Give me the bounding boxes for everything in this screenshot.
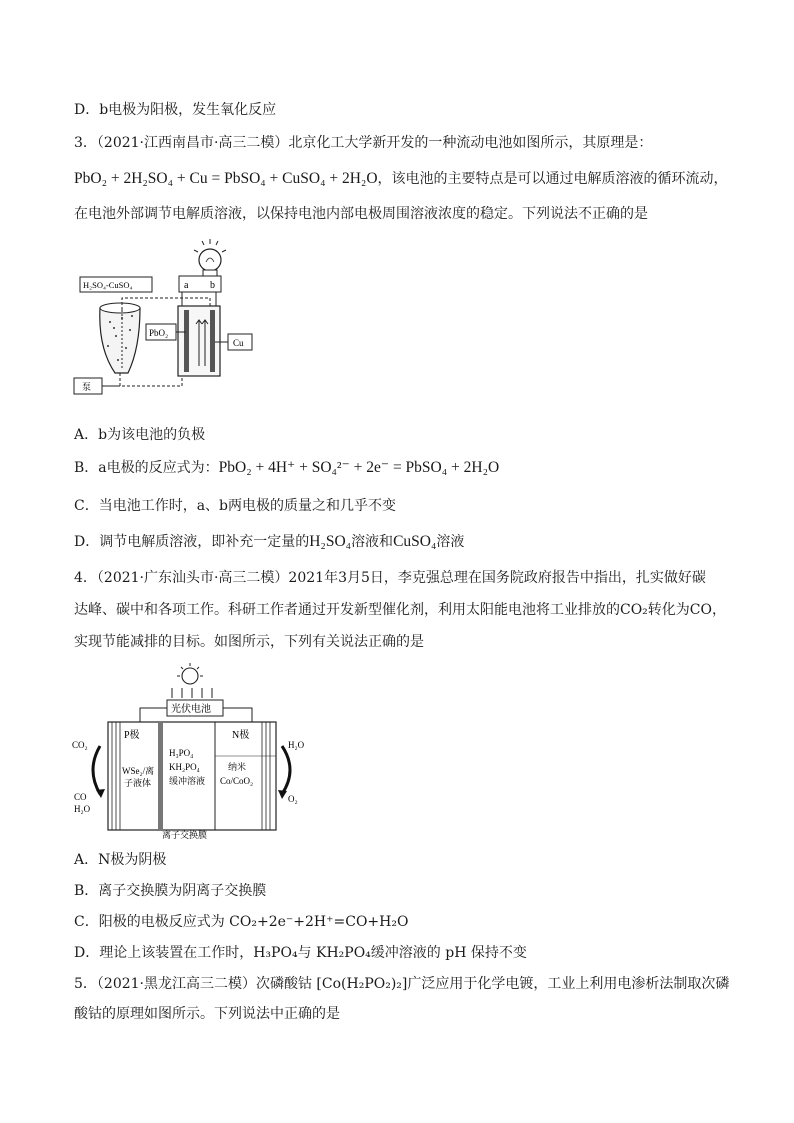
- q4-line1: 4．（2021·广东汕头市·高三二模）2021年3月5日，李克强总理在国务院政府报告中指出，扎实做好碳: [74, 570, 706, 586]
- q3-equation-line: [74, 169, 728, 189]
- q3-option-d-f1: H₂SO₄: [309, 533, 352, 550]
- q4-option-c: C．阳极的电极反应式为 CO₂+2e⁻+2H⁺=CO+H₂O: [74, 914, 409, 930]
- q3-line3: 在电池外部调节电解质溶液，以保持电池内部电极周围溶液浓度的稳定。下列说法不正确的是: [74, 206, 648, 222]
- buffer-label-3: 缓冲溶液: [169, 776, 206, 786]
- q3-option-d: [74, 532, 464, 552]
- sun-icon: [177, 663, 203, 684]
- buffer-label-2: KH₂PO₄: [169, 762, 200, 772]
- q3-option-a: A．b为该电池的负极: [74, 427, 206, 443]
- q3-option-d-f2: CuSO₄: [393, 533, 437, 550]
- pbo2-label: PbO₂: [149, 328, 169, 338]
- q5-line1: 5．（2021·黑龙江高三二模）次磷酸钴 [Co(H₂PO₂)₂]广泛应用于化学电镀，工业上利用电渗析法制取次磷: [74, 976, 730, 992]
- q3-equation: PbO₂ + 2H₂SO₄ + Cu = PbSO₄ + CuSO₄ + 2H₂O: [74, 170, 378, 187]
- label-b: b: [210, 280, 215, 291]
- right-in-label: H₂O: [288, 740, 305, 750]
- nano-label-1: 纳米: [228, 762, 247, 772]
- right-out-label: O₂: [288, 794, 298, 804]
- q4-line2: 达峰、碳中和各项工作。科研工作者通过开发新型催化剂，利用太阳能电池将工业排放的CO₂转化为CO，: [74, 602, 726, 618]
- q3-option-d-p3: 溶液: [436, 534, 465, 550]
- q3-option-d-p1: D．调节电解质溶液，即补充一定量的: [74, 534, 310, 550]
- left-out-label-1: CO: [74, 792, 87, 802]
- electrolyte-label: H₂SO₄-CuSO₄: [83, 280, 133, 290]
- q3-option-c: C．当电池工作时，a、b两电极的质量之和几乎不变: [74, 498, 397, 514]
- wse2-label-2: 子液体: [124, 778, 152, 788]
- flow-battery-diagram: [70, 238, 270, 402]
- q3-option-d-p2: 溶液和: [351, 534, 394, 550]
- pump-label: 泵: [82, 382, 92, 392]
- n-pole-label: N极: [232, 730, 250, 741]
- q4-line3: 实现节能减排的目标。如图所示，下列有关说法正确的是: [74, 634, 424, 650]
- wse2-label-1: WSe₂/离: [122, 766, 155, 776]
- cu-label: Cu: [233, 338, 244, 348]
- q3-option-b: [74, 458, 499, 478]
- membrane-label: 离子交换膜: [162, 830, 208, 840]
- left-in-label: CO₂: [72, 740, 88, 750]
- q3-header: 3．（2021·江西南昌市·高三二模）北京化工大学新开发的一种流动电池如图所示，其原理是：: [74, 135, 653, 151]
- q3-option-b-equation: PbO₂ + 4H⁺ + SO₄²⁻ + 2e⁻ = PbSO₄ + 2H₂O: [218, 459, 500, 476]
- p-pole-label: P极: [124, 730, 140, 741]
- q5-line2: 酸钴的原理如图所示。下列说法中正确的是: [74, 1006, 340, 1022]
- q3-equation-tail: ，该电池的主要特点是可以通过电解质溶液的循环流动，: [377, 171, 728, 187]
- q2-option-d: D．b电极为阳极，发生氧化反应: [74, 102, 277, 118]
- q3-option-b-prefix: B．a电极的反应式为：: [74, 460, 219, 476]
- pv-label: 光伏电池: [171, 704, 211, 715]
- label-a: a: [184, 280, 189, 291]
- q4-option-d: D．理论上该装置在工作时，H₃PO₄与 KH₂PO₄缓冲溶液的 pH 保持不变: [74, 945, 527, 961]
- pv-cell-diagram: [72, 662, 312, 844]
- q4-option-b: B．离子交换膜为阴离子交换膜: [74, 883, 267, 899]
- q4-option-a: A．N极为阴极: [74, 852, 167, 868]
- lamp-icon: [194, 239, 226, 276]
- buffer-label-1: H₃PO₄: [169, 748, 194, 758]
- left-out-label-2: H₂O: [74, 804, 91, 814]
- nano-label-2: Co/CoO₂: [220, 776, 254, 786]
